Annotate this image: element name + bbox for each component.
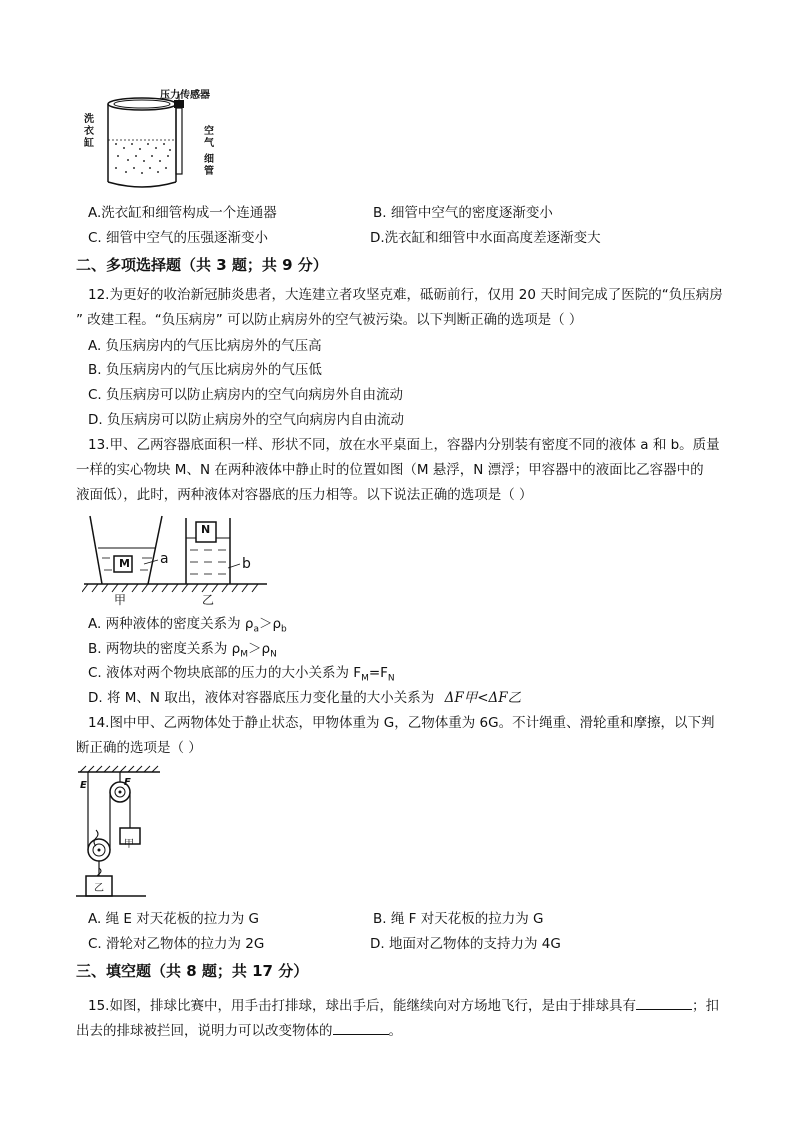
q14-option-c: C. 滑轮对乙物体的拉力为 2G <box>88 936 265 952</box>
q14-stem-line2: 断正确的选项是（ ） <box>76 740 202 756</box>
q11-option-b: B. 细管中空气的密度逐渐变小 <box>373 205 553 221</box>
q13-option-d: D. 将 M、N 取出，液体对容器底压力变化量的大小关系为 ΔF甲<ΔF乙 <box>88 690 522 706</box>
q11-option-d: D.洗衣缸和细管中水面高度差逐渐变大 <box>370 230 601 246</box>
q12-stem-line1: 12.为更好的收治新冠肺炎患者，大连建立者攻坚克难，砥砺前行，仅用 20 天时间完成了医院的“负压病房 <box>88 287 723 303</box>
q12-option-b: B. 负压病房内的气压比病房外的气压低 <box>88 362 322 378</box>
q12-stem-line2: ” 改建工程。“负压病房” 可以防止病房外的空气被污染。以下判断正确的选项是（ ） <box>76 312 583 328</box>
q11-option-c: C. 细管中空气的压强逐渐变小 <box>88 230 269 246</box>
figure-label-air: 空 气 <box>204 126 214 149</box>
q14-option-d: D. 地面对乙物体的支持力为 4G <box>370 936 561 952</box>
q15-stem-line1: 15.如图，排球比赛中，用手击打排球，球出手后，能继续向对方场地飞行，是由于排球具有 ；扣 <box>88 995 719 1016</box>
fig14-label-yi: 乙 <box>94 883 104 894</box>
fig13-label-b: b <box>242 556 251 572</box>
section-2-heading: 二、多项选择题（共 3 题；共 9 分） <box>76 256 328 274</box>
q13-option-b: B. 两物块的密度关系为 $\rho_M>\rho_N$ <box>88 641 277 660</box>
figure-label-tube: 细 管 <box>204 154 214 177</box>
q14-option-a: A. 绳 E 对天花板的拉力为 G <box>88 911 259 927</box>
q13-option-a: A. 两种液体的密度关系为 $\rho_a>\rho_b$ <box>88 616 287 635</box>
pulley-figure <box>76 764 168 904</box>
q15-stem-line2: 出去的排球被拦回，说明力可以改变物体的 。 <box>76 1020 402 1041</box>
q11-option-a: A.洗衣缸和细管构成一个连通器 <box>88 205 277 221</box>
q13-option-c: C. 液体对两个物块底部的压力的大小关系为 $F_M=F_N$ <box>88 665 395 684</box>
q13-option-d-formula: ΔF甲<ΔF乙 <box>444 690 522 706</box>
fig13-label-N: N <box>201 523 211 536</box>
figure-label-tub: 洗 衣 缸 <box>84 114 94 149</box>
q14-option-b: B. 绳 F 对天花板的拉力为 G <box>373 911 544 927</box>
figure-label-sensor: 压力传感器 <box>160 90 210 101</box>
fig13-label-jia: 甲 <box>114 593 127 607</box>
q12-option-a: A. 负压病房内的气压比病房外的气压高 <box>88 338 322 354</box>
fig13-label-a: a <box>160 551 169 567</box>
fig13-label-yi: 乙 <box>202 593 215 607</box>
fig13-label-M: M <box>119 557 130 570</box>
section-3-heading: 三、填空题（共 8 题；共 17 分） <box>76 962 309 980</box>
q13-stem-line2: 一样的实心物块 M、N 在两种液体中静止时的位置如图（M 悬浮，N 漂浮；甲容器中的液面比乙容器中的 <box>76 462 704 478</box>
q13-stem-line3: 液面低），此时，两种液体对容器底的压力相等。以下说法正确的选项是（ ） <box>76 487 533 503</box>
q12-option-c: C. 负压病房可以防止病房内的空气向病房外自由流动 <box>88 387 404 403</box>
fig14-label-E: E <box>80 780 87 791</box>
q13-stem-line1: 13.甲、乙两容器底面积一样、形状不同，放在水平桌面上，容器内分别装有密度不同的液体 a 和 b。质量 <box>88 437 720 453</box>
q14-stem-line1: 14.图中甲、乙两物体处于静止状态，甲物体重为 G，乙物体重为 6G。不计绳重、滑轮重和摩擦，以下判 <box>88 715 715 731</box>
fig14-label-jia: 甲 <box>124 839 134 850</box>
fig14-label-F: F <box>124 777 131 788</box>
q15-blank-1[interactable] <box>636 995 692 1010</box>
q15-blank-2[interactable] <box>333 1020 389 1035</box>
washing-machine-figure <box>82 86 222 196</box>
q12-option-d: D. 负压病房可以防止病房外的空气向病房内自由流动 <box>88 412 404 428</box>
